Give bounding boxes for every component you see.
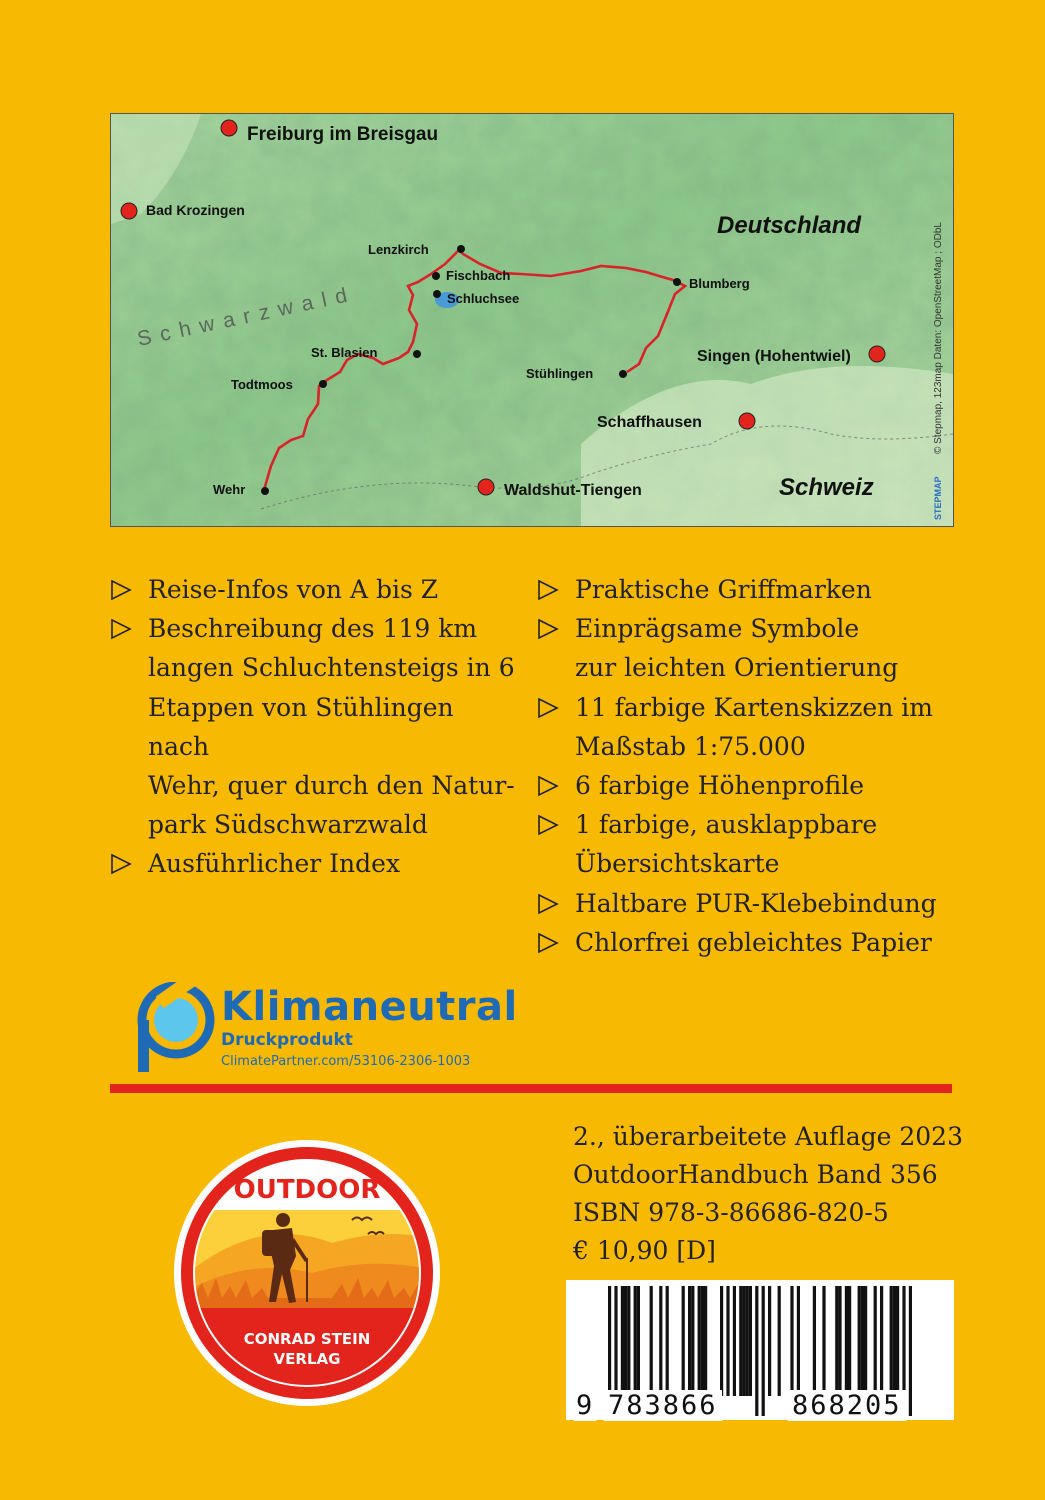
klimaneutral-url: ClimatePartner.com/53106-2306-1003 <box>221 1054 471 1069</box>
svg-text:Fischbach: Fischbach <box>446 268 511 283</box>
barcode-bar <box>848 1286 851 1396</box>
price-text: € 10,90 [D] <box>573 1236 716 1265</box>
feature-right-item <box>537 923 957 962</box>
barcode-bar <box>726 1286 729 1396</box>
barcode-bar <box>621 1286 624 1396</box>
barcode-bar <box>890 1286 893 1396</box>
barcode-bar <box>691 1286 694 1396</box>
svg-text:Schluchsee: Schluchsee <box>447 291 520 306</box>
label-deutschland: Deutschland <box>717 212 862 239</box>
climate-partner-icon <box>136 982 218 1074</box>
barcode-bar <box>813 1286 816 1396</box>
barcode-bar <box>797 1286 800 1396</box>
triangle-bullet-icon <box>537 618 559 640</box>
barcode-bar <box>858 1286 861 1396</box>
feature-right-line: Haltbare PUR-Klebebindung <box>575 888 937 918</box>
barcode-digits-right: 868205 <box>788 1390 906 1421</box>
feature-right-item <box>537 766 957 805</box>
klimaneutral-subtitle: Druckprodukt <box>221 1030 353 1050</box>
triangle-bullet-icon <box>537 697 559 719</box>
triangle-bullet-icon <box>110 618 132 640</box>
feature-right-line: Einprägsame Symbole <box>575 614 860 644</box>
feature-left-line: Etappen von Stühlingen nach <box>148 692 454 761</box>
feature-right-line: Chlorfrei gebleichtes Papier <box>575 927 932 957</box>
series-text: OutdoorHandbuch Band 356 <box>573 1160 938 1189</box>
feature-right-item <box>537 884 957 923</box>
feature-left-line: park Südschwarzwald <box>148 810 428 840</box>
feature-right-item <box>537 688 957 766</box>
city-freiburg <box>221 120 438 145</box>
triangle-bullet-icon <box>110 579 132 601</box>
barcode-bar <box>733 1286 736 1396</box>
svg-text:Bad Krozingen: Bad Krozingen <box>146 202 245 218</box>
barcode-bar <box>778 1286 781 1396</box>
svg-text:Wehr: Wehr <box>213 482 246 497</box>
barcode-bar <box>845 1286 848 1396</box>
feature-left-line: Beschreibung des 119 km <box>148 614 478 644</box>
barcode-bar <box>822 1286 825 1396</box>
barcode-bar <box>650 1286 653 1396</box>
barcode-bar <box>637 1286 640 1396</box>
badge-publisher-line1: CONRAD STEIN <box>243 1330 371 1348</box>
svg-text:Lenzkirch: Lenzkirch <box>368 242 429 257</box>
svg-text:Waldshut-Tiengen: Waldshut-Tiengen <box>504 482 642 499</box>
barcode-bar <box>739 1286 742 1396</box>
barcode-bar <box>749 1286 752 1396</box>
feature-list-right <box>537 570 957 962</box>
publication-info <box>573 1118 963 1270</box>
barcode-bar <box>896 1286 899 1396</box>
triangle-bullet-icon <box>110 853 132 875</box>
klimaneutral-logo <box>136 982 556 1072</box>
badge-outdoor-text: OUTDOOR <box>233 1175 381 1205</box>
barcode-bar <box>624 1286 627 1396</box>
feature-right-line: 1 farbige, ausklappbare <box>575 810 878 840</box>
klimaneutral-title: Klimaneutral <box>221 984 518 1030</box>
feature-right-line: 11 farbige Kartenskizzen im <box>575 692 933 722</box>
barcode-digit-first: 9 <box>576 1390 595 1421</box>
badge-publisher-line2: VERLAG <box>273 1350 341 1368</box>
feature-right-line: Praktische Griffmarken <box>575 575 872 604</box>
barcode-bar <box>755 1286 758 1416</box>
barcode-bar <box>909 1286 912 1416</box>
barcode-bar <box>627 1286 630 1396</box>
svg-text:Stühlingen: Stühlingen <box>526 366 594 381</box>
map-credit: © Stepmap, 123map Daten: OpenStreetMap ; ODbL <box>933 222 944 454</box>
feature-left-item <box>110 609 520 844</box>
feature-right-line: Übersichtskarte <box>575 849 780 879</box>
feature-right-line: Maßstab 1:75.000 <box>575 731 806 761</box>
barcode-digits-left: 783866 <box>604 1390 722 1421</box>
feature-list-left <box>110 570 520 884</box>
barcode-bar <box>746 1286 749 1396</box>
barcode-bar <box>720 1286 723 1396</box>
edition-text: 2., überarbeitete Auflage 2023 <box>573 1122 963 1151</box>
barcode-bar <box>688 1286 691 1396</box>
barcode-bar <box>861 1286 864 1396</box>
feature-right-item <box>537 609 957 687</box>
barcode-bar <box>742 1286 745 1396</box>
svg-text:St. Blasien: St. Blasien <box>311 345 378 360</box>
barcode-bar <box>874 1286 877 1396</box>
barcode-bar <box>634 1286 637 1396</box>
barcode-bar <box>701 1286 704 1396</box>
overview-map <box>110 113 954 527</box>
feature-right-line: 6 farbige Höhenprofile <box>575 771 865 801</box>
barcode-bar <box>835 1286 838 1396</box>
triangle-bullet-icon <box>537 893 559 915</box>
svg-text:Blumberg: Blumberg <box>689 276 750 291</box>
barcode-bar <box>666 1286 669 1396</box>
feature-left-item <box>110 570 520 609</box>
barcode-bar <box>864 1286 867 1396</box>
barcode-bar <box>880 1286 883 1396</box>
stepmap-logo: STEPMAP <box>933 476 943 520</box>
triangle-bullet-icon <box>537 579 559 601</box>
isbn-text: ISBN 978-3-86686-820-5 <box>573 1198 889 1227</box>
barcode-bar <box>838 1286 841 1396</box>
feature-right-line: zur leichten Orientierung <box>575 653 899 683</box>
red-divider <box>110 1084 952 1093</box>
feature-left-item <box>110 844 520 883</box>
triangle-bullet-icon <box>537 775 559 797</box>
feature-right-item <box>537 570 957 609</box>
barcode-bar <box>659 1286 662 1396</box>
feature-left-line: langen Schluchtensteigs in 6 <box>148 653 515 683</box>
outdoor-badge <box>172 1138 442 1408</box>
triangle-bullet-icon <box>537 814 559 836</box>
barcode-bar <box>704 1286 707 1396</box>
barcode-bar <box>682 1286 685 1396</box>
barcode-bar <box>768 1286 771 1396</box>
svg-text:Todtmoos: Todtmoos <box>231 377 293 392</box>
label-schwarzwald: Schwarzwald <box>135 282 358 351</box>
svg-text:Freiburg im Breisgau: Freiburg im Breisgau <box>247 124 439 145</box>
barcode-bar <box>762 1286 765 1416</box>
feature-right-item <box>537 805 957 883</box>
feature-left-line: Ausführlicher Index <box>148 849 401 879</box>
triangle-bullet-icon <box>537 932 559 954</box>
barcode-bar <box>698 1286 701 1396</box>
feature-left-line: Wehr, quer durch den Natur- <box>148 771 515 801</box>
barcode-bar <box>893 1286 896 1396</box>
feature-left-line: Reise-Infos von A bis Z <box>148 575 439 604</box>
label-schweiz: Schweiz <box>779 474 874 501</box>
barcode-bar <box>790 1286 793 1396</box>
svg-text:Schaffhausen: Schaffhausen <box>597 414 702 431</box>
svg-text:Singen (Hohentwiel): Singen (Hohentwiel) <box>697 348 851 365</box>
